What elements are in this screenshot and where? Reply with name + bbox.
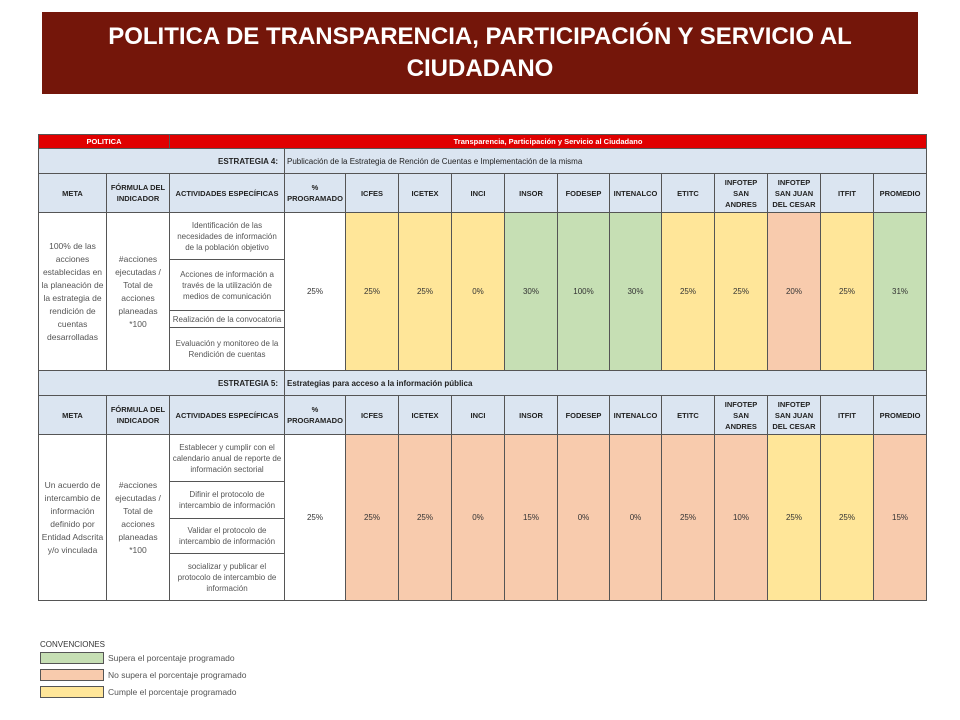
strategy5-value-insor: 15% xyxy=(505,435,558,601)
column-header: ETITC xyxy=(662,396,715,435)
strategy5-value-fodesep: 0% xyxy=(558,435,610,601)
column-header: % PROGRAMADO xyxy=(285,396,346,435)
column-header: PROMEDIO xyxy=(874,174,927,213)
convention-swatch-yellow xyxy=(40,686,104,698)
column-header: INFOTEP SAN JUAN DEL CESAR xyxy=(768,174,821,213)
strategy5-title-row xyxy=(39,371,927,396)
strategy5-activity: Validar el protocolo de intercambio de información xyxy=(170,519,285,554)
column-header: % PROGRAMADO xyxy=(285,174,346,213)
strategy4-value-itfit: 25% xyxy=(821,213,874,371)
column-header: ICFES xyxy=(346,174,399,213)
column-header: META xyxy=(39,396,107,435)
strategy5-value-promedio: 15% xyxy=(874,435,927,601)
strategy5-value-intenalco: 0% xyxy=(610,435,662,601)
column-header: ITFIT xyxy=(821,174,874,213)
strategy4-value-icfes: 25% xyxy=(346,213,399,371)
column-header: INTENALCO xyxy=(610,396,662,435)
column-header: ETITC xyxy=(662,174,715,213)
strategy4-activity: Evaluación y monitoreo de la Rendición de cuentas xyxy=(170,328,285,371)
column-header: ICETEX xyxy=(399,174,452,213)
strategy5-value-etitc: 25% xyxy=(662,435,715,601)
strategy5-value-infotep-san-juan-del-cesar: 25% xyxy=(768,435,821,601)
page-title: POLITICA DE TRANSPARENCIA, PARTICIPACIÓN Y SERVICIO AL CIUDADANO xyxy=(108,23,852,82)
column-header: ACTIVIDADES ESPECÍFICAS xyxy=(170,174,285,213)
title-banner xyxy=(42,12,918,94)
conventions-title: CONVENCIONES xyxy=(40,640,105,649)
strategy4-meta: 100% de las acciones establecidas en la planeación de la estrategia de rendición de cuentas desarrolladas xyxy=(39,213,107,371)
strategy5-programado: 25% xyxy=(285,435,346,601)
column-header: INFOTEP SAN ANDRES xyxy=(715,396,768,435)
strategy5-value-icetex: 25% xyxy=(399,435,452,601)
strategy4-value-etitc: 25% xyxy=(662,213,715,371)
column-header: FODESEP xyxy=(558,396,610,435)
convention-label: Supera el porcentaje programado xyxy=(108,653,235,663)
column-header: INTENALCO xyxy=(610,174,662,213)
column-header: INSOR xyxy=(505,396,558,435)
strategy5-label: ESTRATEGIA 5: xyxy=(39,371,285,396)
column-header: INCI xyxy=(452,396,505,435)
strategy5-activity: Establecer y cumplir con el calendario anual de reporte de información sectorial xyxy=(170,435,285,482)
strategy4-value-inci: 0% xyxy=(452,213,505,371)
strategy4-activity: Realización de la convocatoria xyxy=(170,311,285,328)
column-header: INSOR xyxy=(505,174,558,213)
column-header: ITFIT xyxy=(821,396,874,435)
strategy4-label: ESTRATEGIA 4: xyxy=(39,149,285,174)
column-header: FODESEP xyxy=(558,174,610,213)
strategy4-value-intenalco: 30% xyxy=(610,213,662,371)
column-header: FÓRMULA DEL INDICADOR xyxy=(107,174,170,213)
policy-value: Transparencia, Participación y Servicio al Ciudadano xyxy=(170,135,927,149)
convention-label: Cumple el porcentaje programado xyxy=(108,687,237,697)
strategy4-value-infotep-san-juan-del-cesar: 20% xyxy=(768,213,821,371)
convention-swatch-orange xyxy=(40,669,104,681)
strategy4-activity-row xyxy=(39,213,927,260)
strategy5-value-infotep-san-andres: 10% xyxy=(715,435,768,601)
strategy5-activity: socializar y publicar el protocolo de intercambio de información xyxy=(170,554,285,601)
strategy5-header-row xyxy=(39,396,927,435)
strategy5-meta: Un acuerdo de intercambio de información definido por Entidad Adscrita y/o vinculada xyxy=(39,435,107,601)
strategy5-activity: Difinir el protocolo de intercambio de información xyxy=(170,482,285,519)
column-header: FÓRMULA DEL INDICADOR xyxy=(107,396,170,435)
column-header: ICETEX xyxy=(399,396,452,435)
strategy4-value-promedio: 31% xyxy=(874,213,927,371)
column-header: META xyxy=(39,174,107,213)
strategy5-description: Estrategias para acceso a la información pública xyxy=(285,371,927,396)
column-header: ACTIVIDADES ESPECÍFICAS xyxy=(170,396,285,435)
strategy4-value-insor: 30% xyxy=(505,213,558,371)
strategy5-value-itfit: 25% xyxy=(821,435,874,601)
strategy4-value-infotep-san-andres: 25% xyxy=(715,213,768,371)
column-header: INFOTEP SAN ANDRES xyxy=(715,174,768,213)
strategy4-description: Publicación de la Estrategia de Rención de Cuentas e Implementación de la misma xyxy=(285,149,927,174)
strategy5-value-icfes: 25% xyxy=(346,435,399,601)
strategy5-formula: #acciones ejecutadas / Total de acciones planeadas *100 xyxy=(107,435,170,601)
column-header: ICFES xyxy=(346,396,399,435)
policy-label: POLITICA xyxy=(39,135,170,149)
policy-row xyxy=(39,135,927,149)
strategy4-activity: Acciones de información a través de la utilización de medios de comunicación xyxy=(170,260,285,311)
convention-swatch-green xyxy=(40,652,104,664)
column-header: INFOTEP SAN JUAN DEL CESAR xyxy=(768,396,821,435)
strategy4-header-row xyxy=(39,174,927,213)
strategy4-value-fodesep: 100% xyxy=(558,213,610,371)
indicator-table xyxy=(38,134,927,601)
strategy4-value-icetex: 25% xyxy=(399,213,452,371)
strategy4-title-row xyxy=(39,149,927,174)
strategy4-programado: 25% xyxy=(285,213,346,371)
strategy5-value-inci: 0% xyxy=(452,435,505,601)
strategy5-activity-row xyxy=(39,435,927,482)
strategy4-formula: #acciones ejecutadas / Total de acciones planeadas *100 xyxy=(107,213,170,371)
column-header: PROMEDIO xyxy=(874,396,927,435)
column-header: INCI xyxy=(452,174,505,213)
strategy4-activity: Identificación de las necesidades de información de la población objetivo xyxy=(170,213,285,260)
convention-label: No supera el porcentaje programado xyxy=(108,670,247,680)
